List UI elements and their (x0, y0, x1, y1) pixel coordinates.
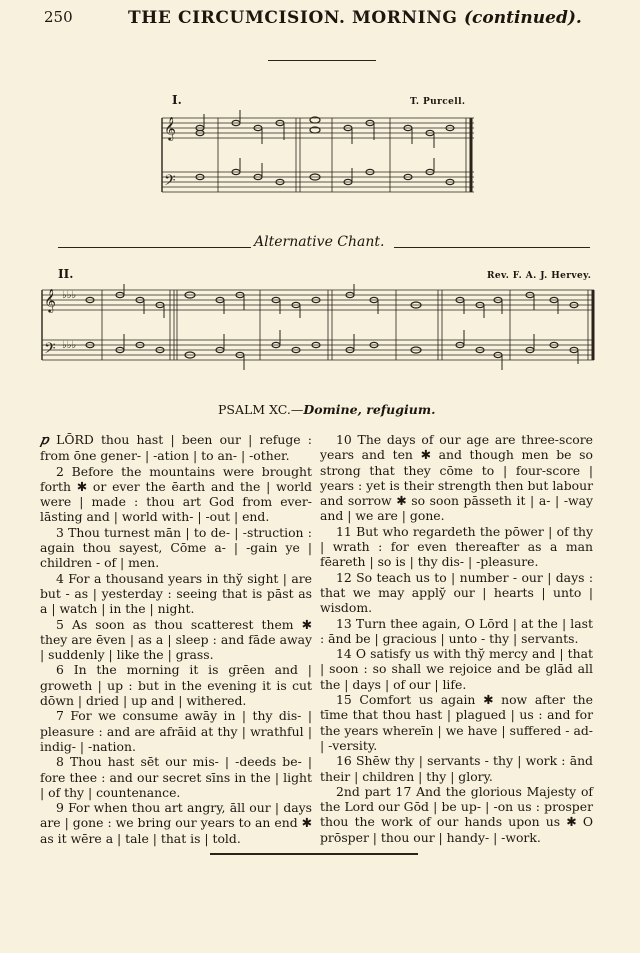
bottom-rule (210, 853, 418, 857)
psalm-column-left (40, 432, 312, 846)
psalm-latin-title: Domine, refugium. (303, 402, 436, 417)
chant-1-composer: T. Purcell. (410, 97, 466, 107)
title-continued: (continued). (464, 8, 582, 28)
title-main: THE CIRCUMCISION. MORNING (128, 8, 458, 28)
verse-12: 12 So teach us to | number - our | days : that we may apply̆ our | hearts | unto | wisdom. (320, 569, 593, 616)
chant-2-music-notation (40, 284, 596, 376)
chant-2-label: II. (58, 267, 74, 281)
verse-5: 5 As soon as thou scatterest them ✱ they are ēven | as a | sleep : and fāde away | suddenly | like the | grass. (40, 616, 312, 663)
verse-4: 4 For a thousand years in thy̆ sight | are but - as | yesterday : seeing that is pāst as a | watch | in the | night. (40, 570, 312, 617)
verse-3: 3 Thou turnest mān | to de- | -struction : again thou sayest, Cōme a- | -gain ye | children - of | men. (40, 524, 312, 571)
chant-2-score (40, 284, 596, 376)
psalm-number: PSALM XC.— (218, 402, 304, 417)
verse-13: 13 Turn thee again, O Lōrd | at the | last : ānd be | gracious | unto - thy | servants. (320, 615, 593, 646)
alt-rule-left (58, 247, 251, 248)
svg-text:𝄢: 𝄢 (164, 172, 176, 193)
verse-16: 16 Shēw thy | servants - thy | work : ānd their | children | thy | glory. (320, 753, 593, 784)
verse-text: LŌRD thou hast | been our | refuge : from ōne gener- | -ation | to an- | -other. (40, 432, 312, 464)
alternative-chant-heading (58, 234, 590, 252)
verse-10: 10 The days of our age are three-score years and ten ✱ and though men be so strong that they cōme to | four-score | years : yet is their strength then but labour and sorrow ✱ so soon pāsseth it | a- | -way and | we are | gone. (320, 432, 593, 524)
verse-11: 11 But who regardeth the pōwer | of thy | wrath : for even thereafter as a man fēareth | so is | thy dis- | -pleasure. (320, 523, 593, 570)
chant-2-composer: Rev. F. A. J. Hervey. (487, 271, 592, 281)
pointing-mark: 𝑝 (40, 433, 57, 448)
page-title (128, 8, 582, 28)
chant-1-score (160, 110, 476, 200)
page-number: 250 (44, 8, 73, 26)
header-rule (268, 60, 376, 61)
chant-1-music-notation (160, 110, 476, 200)
verse-2: 2 Before the mountains were brought forth ✱ or ever the ēarth and the | world were | made : thou art God from ever-lāsting and | world with- | -out | end. (40, 463, 312, 525)
psalm-heading (218, 402, 435, 417)
svg-text:♭♭♭: ♭♭♭ (62, 290, 77, 301)
psalm-column-right (320, 432, 593, 845)
verse-6: 6 In the morning it is grēen and | groweth | up : but in the evening it is cut dōwn | dried | up and | withered. (40, 662, 312, 709)
svg-text:𝄞: 𝄞 (164, 116, 176, 140)
alternative-chant-title: Alternative Chant. (254, 234, 385, 250)
svg-text:♭♭♭: ♭♭♭ (62, 340, 77, 351)
page-header (0, 6, 640, 32)
verse-14: 14 O satisfy us with thy̆ mercy and | that | soon : so shall we rejoice and be glād all the | days | of our | life. (320, 646, 593, 692)
alt-rule-right (394, 247, 590, 248)
chant-1-label: I. (172, 93, 182, 107)
verse-8: 8 Thou hast sēt our mis- | -deeds be- | fore thee : and our secret sīns in the | light | of thy | countenance. (40, 754, 312, 800)
verse-7: 7 For we consume awāy in | thy dis- | pleasure : and are afrāid at thy | wrathful | indig- | -nation. (40, 708, 312, 754)
verse-1 (40, 432, 312, 464)
verse-17: 2nd part 17 And the glorious Majesty of the Lord our Gōd | be up- | -on us : prosper thou the work of our hands upon us ✱ O prōsper | thou our | handy- | -work. (320, 783, 593, 845)
verse-15: 15 Comfort us again ✱ now after the tīme that thou hast | plagued | us : and for the years whereīn | we have | suffered - ad- | -versity. (320, 692, 593, 753)
svg-text:𝄞: 𝄞 (44, 288, 56, 312)
svg-text:𝄢: 𝄢 (44, 340, 56, 361)
verse-9: 9 For when thou art angry, āll our | days are | gone : we bring our years to an end ✱ as it wēre a | tale | that is | told. (40, 800, 312, 846)
